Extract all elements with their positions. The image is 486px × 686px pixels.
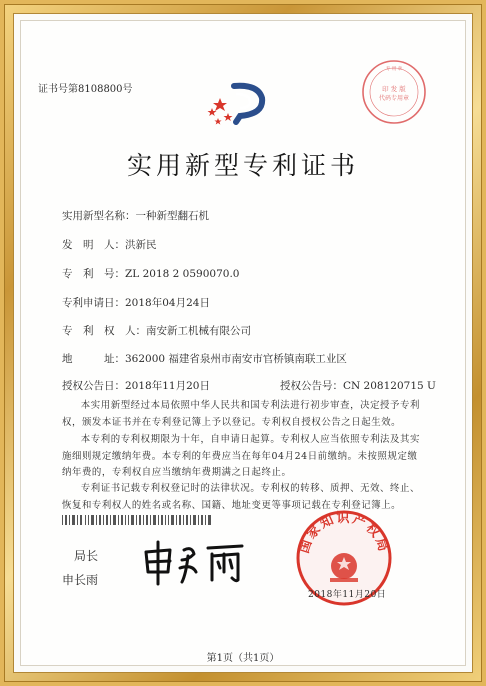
signature-title: 局长 [74, 549, 99, 563]
svg-text:印 发 版: 印 发 版 [382, 85, 406, 93]
field-announcement-number [280, 378, 436, 393]
barcode-icon [62, 515, 212, 525]
field-label: 专 利 权 人： [62, 325, 146, 337]
approval-stamp-icon [360, 58, 428, 126]
field-value: 南安新工机械有限公司 [146, 325, 251, 337]
seal-date: 2018年11月20日 [308, 590, 387, 600]
field-utility-model-name [62, 208, 209, 223]
field-application-date [62, 295, 210, 310]
field-value: 362000 福建省泉州市南安市官桥镇南联工业区 [125, 353, 347, 365]
field-value: CN 208120715 U [343, 380, 436, 392]
paragraph-grant: 本实用新型经过本局依照中华人民共和国专利法进行初步审查，决定授予专利权，颁发本证书并在专利登记簿上予以登记。专利权自授权公告之日起生效。 [62, 400, 420, 428]
field-label: 实用新型名称： [62, 210, 136, 222]
field-label: 发 明 人： [62, 239, 125, 251]
signature-name: 申长雨 [62, 573, 99, 587]
field-value: 2018年11月20日 [125, 380, 210, 392]
field-label: 专利申请日： [62, 297, 125, 309]
field-label: 地 址： [62, 353, 125, 365]
handwritten-signature-icon [140, 538, 250, 586]
field-value: ZL 2018 2 0590070.0 [125, 268, 240, 280]
field-value: 一种新型翻石机 [135, 210, 209, 222]
field-value: 洪新民 [125, 239, 157, 251]
svg-text:国家知识产权局: 国家知识产权局 [296, 511, 392, 556]
field-patent-number [62, 266, 239, 281]
page-footer: 第1页（共1页） [206, 653, 280, 664]
certificate-title: 实用新型专利证书 [126, 151, 359, 180]
svg-text:代码专用章: 代码专用章 [378, 95, 410, 102]
cnipa-logo-icon [206, 80, 278, 126]
field-grant-date [62, 378, 210, 393]
paragraph-term: 本专利的专利权期限为十年，自申请日起算。专利权人应当依照专利法及其实施细则规定缴纳年费。本专利的年费应当在每年04月24日前缴纳。未按照规定缴纳年费的，专利权自应当缴纳年费期满之日起终止。 [62, 434, 420, 478]
field-address [62, 351, 347, 366]
field-patentee [62, 323, 251, 338]
certificate-number: 证书号第8108800号 [38, 84, 133, 95]
field-inventor [62, 237, 157, 252]
field-value: 2018年04月24日 [125, 297, 210, 309]
field-label: 授权公告日： [62, 380, 125, 392]
paragraph-legal-status: 专利证书记载专利权登记时的法律状况。专利权的转移、质押、无效、终止、恢复和专利权人的姓名或名称、国籍、地址变更等事项记载在专利登记簿上。 [62, 483, 420, 511]
field-label: 授权公告号： [280, 380, 343, 392]
field-label: 专 利 号： [62, 268, 125, 280]
svg-text:专 用 章: 专 用 章 [385, 67, 403, 72]
